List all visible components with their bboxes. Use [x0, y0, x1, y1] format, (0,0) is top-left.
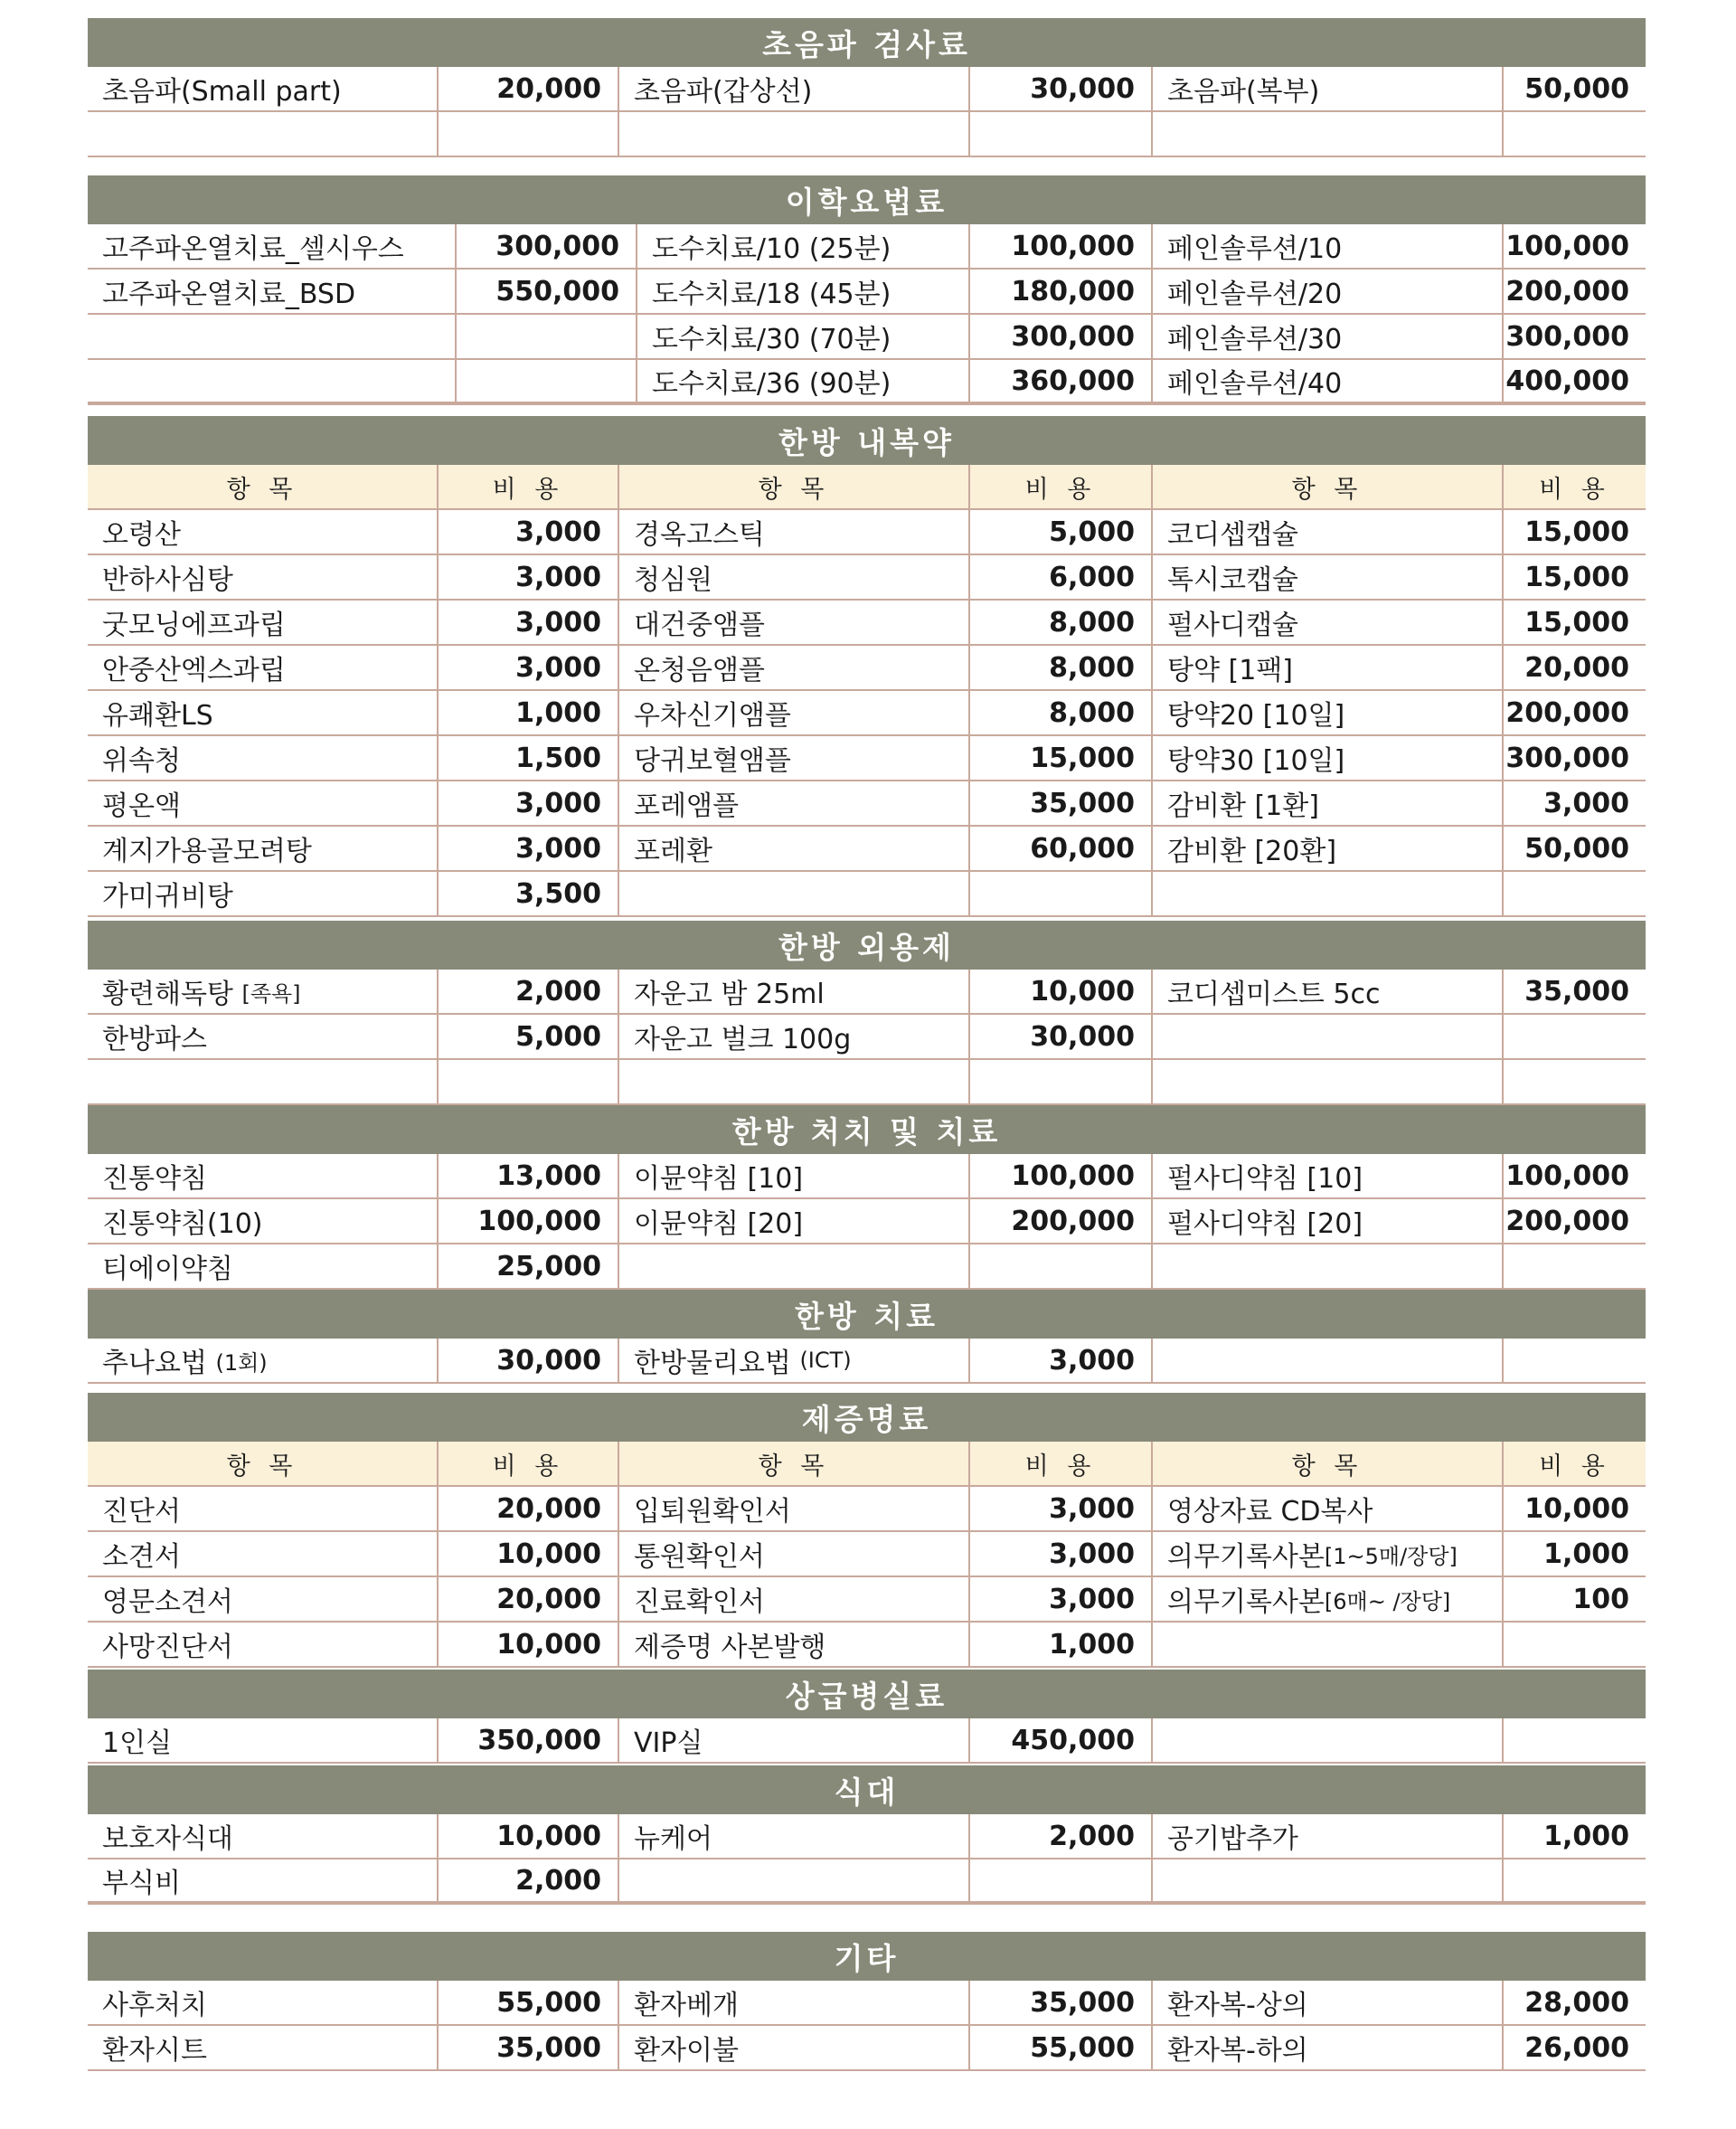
item-price: 15,000: [1502, 510, 1646, 554]
item-name: 오령산: [102, 519, 181, 551]
item-name: 티에이약침: [102, 1254, 233, 1285]
item-name: 환자시트: [102, 2035, 207, 2067]
item-name: 가미귀비탕: [102, 881, 233, 913]
item-price: 10,000: [437, 1532, 618, 1575]
item-name: 1인실: [102, 1727, 173, 1759]
item-price: 300,000: [1502, 315, 1646, 358]
item-price: 300,000: [1502, 736, 1646, 780]
item-name: [88, 360, 455, 402]
item-price: 10,000: [968, 970, 1151, 1013]
item-name: 포레앰플: [618, 781, 968, 825]
item-price: 100,000: [1502, 224, 1646, 268]
item-price: 3,000: [437, 781, 618, 825]
column-header: 비 용: [1502, 1442, 1646, 1485]
table-row: [88, 646, 1646, 691]
item-price: 28,000: [1502, 1981, 1646, 2024]
section-physiotherapy: [88, 175, 1646, 405]
section-ultrasound: [88, 18, 1646, 157]
item-price: 55,000: [437, 1981, 618, 2024]
item-price: 400,000: [1502, 360, 1646, 402]
column-header: 항 목: [226, 475, 298, 504]
section-herbal-treatment: [88, 1105, 1646, 1290]
table-row: [88, 1244, 1646, 1290]
item-name: 도수치료/30 (70분): [636, 315, 968, 358]
table-row: [88, 872, 1646, 917]
column-header: 비 용: [968, 465, 1151, 508]
item-price: 100,000: [437, 1199, 618, 1243]
item-name: 당귀보혈앰플: [618, 736, 968, 780]
item-price: 100,000: [1502, 1154, 1646, 1197]
item-name: 펄사디약침 [10]: [1151, 1154, 1502, 1197]
item-price: 20,000: [1502, 646, 1646, 689]
item-price: 3,000: [437, 555, 618, 599]
item-name: 탕약 [1팩]: [1151, 646, 1502, 689]
item-price: 35,000: [1502, 970, 1646, 1013]
item-name: 안중산엑스과립: [102, 655, 286, 686]
item-name: 사망진단서: [102, 1632, 233, 1663]
item-name: 계지가용골모려탕: [102, 836, 312, 867]
item-price: [1502, 1859, 1646, 1901]
table-row: [88, 270, 1646, 315]
item-price: 300,000: [968, 315, 1151, 358]
item-price: 20,000: [437, 67, 618, 110]
item-name: 감비환 [1환]: [1151, 781, 1502, 825]
item-price: 200,000: [1502, 691, 1646, 734]
item-price: 8,000: [968, 646, 1151, 689]
item-name: 펄사디캡슐: [1151, 601, 1502, 644]
section-meals: [88, 1765, 1646, 1905]
table-row: [88, 360, 1646, 405]
item-name: [618, 1244, 968, 1288]
item-price: 60,000: [968, 827, 1151, 870]
item-price: 100,000: [968, 224, 1151, 268]
item-note: (1회): [215, 1349, 268, 1376]
item-price: 50,000: [1502, 67, 1646, 110]
item-price: 1,000: [968, 1623, 1151, 1666]
item-price: 200,000: [1502, 270, 1646, 313]
table-row: [88, 1199, 1646, 1244]
table-row: [88, 510, 1646, 555]
item-price: [1502, 872, 1646, 915]
item-price: 15,000: [1502, 601, 1646, 644]
column-header: 항 목: [618, 465, 968, 508]
item-name: VIP실: [618, 1718, 968, 1762]
item-name: [1151, 1577, 1502, 1621]
item-price: 3,000: [968, 1577, 1151, 1621]
table-row: [88, 601, 1646, 646]
item-name: 이뮨약침 [10]: [618, 1154, 968, 1197]
table-header: [88, 1442, 1646, 1487]
column-header: 항 목: [1151, 465, 1502, 508]
item-name: 보호자식대: [102, 1823, 233, 1855]
column-header: 비 용: [1502, 465, 1646, 508]
item-name: 환자베개: [618, 1981, 968, 2024]
item-name: [618, 872, 968, 915]
item-label: 의무기록사본: [1167, 1541, 1325, 1573]
item-name: 이뮨약침 [20]: [618, 1199, 968, 1243]
item-name: 탕약20 [10일]: [1151, 691, 1502, 734]
item-price: 3,000: [437, 601, 618, 644]
item-name: 뉴케어: [618, 1814, 968, 1858]
item-name: 도수치료/10 (25분): [636, 224, 968, 268]
item-price: [968, 1859, 1151, 1901]
item-price: 200,000: [968, 1199, 1151, 1243]
item-price: 30,000: [437, 1339, 618, 1382]
item-name: 페인솔루션/30: [1151, 315, 1502, 358]
item-price: 180,000: [968, 270, 1151, 313]
section-herbal-internal: [88, 416, 1646, 917]
item-price: 30,000: [968, 67, 1151, 110]
item-price: 26,000: [1502, 2026, 1646, 2069]
item-price: 3,000: [437, 827, 618, 870]
item-name: 우차신기앰플: [618, 691, 968, 734]
item-price: 1,500: [437, 736, 618, 780]
item-name: [88, 1339, 437, 1382]
column-header: 항 목: [1151, 1442, 1502, 1485]
table-row: [88, 315, 1646, 360]
item-name: 포레환: [618, 827, 968, 870]
table-row: [88, 1814, 1646, 1859]
section-title: 제증명료: [88, 1393, 1646, 1442]
section-title: 한방 처치 및 치료: [88, 1105, 1646, 1154]
item-name: 진통약침: [102, 1163, 207, 1195]
item-name: 페인솔루션/40: [1151, 360, 1502, 402]
item-price: 10,000: [1502, 1487, 1646, 1530]
table-row: [88, 1718, 1646, 1764]
table-row: [88, 1859, 1646, 1905]
item-name: 코디셉미스트 5cc: [1151, 970, 1502, 1013]
item-price: 200,000: [1502, 1199, 1646, 1243]
item-name: 페인솔루션/20: [1151, 270, 1502, 313]
item-price: [968, 872, 1151, 915]
table-row: [88, 2026, 1646, 2071]
item-name: 환자복-상의: [1151, 1981, 1502, 2024]
section-etc: [88, 1932, 1646, 2071]
item-note: [6매~ /장당]: [1324, 1588, 1451, 1614]
item-price: 35,000: [437, 2026, 618, 2069]
item-price: 10,000: [437, 1814, 618, 1858]
column-header: 항 목: [226, 1452, 298, 1481]
item-name: 입퇴원확인서: [618, 1487, 968, 1530]
item-name: 유쾌환LS: [102, 700, 213, 732]
table-row: [88, 1487, 1646, 1532]
item-name: 초음파(갑상선): [618, 67, 968, 110]
table-row: [88, 1015, 1646, 1060]
item-price: 3,000: [968, 1532, 1151, 1575]
empty-row: [88, 1060, 1646, 1105]
item-name: 감비환 [20환]: [1151, 827, 1502, 870]
item-name: [1151, 1015, 1502, 1058]
item-price: 1,000: [1502, 1532, 1646, 1575]
item-name: [88, 970, 437, 1013]
item-name: 고주파온열치료_BSD: [102, 279, 356, 310]
item-price: 2,000: [437, 970, 618, 1013]
item-name: 환자복-하의: [1151, 2026, 1502, 2069]
item-name: 코디셉캡슐: [1151, 510, 1502, 554]
item-name: [1151, 1532, 1502, 1575]
item-price: 450,000: [968, 1718, 1151, 1762]
item-price: 13,000: [437, 1154, 618, 1197]
column-header: 항 목: [618, 1442, 968, 1485]
table-row: [88, 224, 1646, 270]
item-price: [1502, 1244, 1646, 1288]
section-title: 한방 내복약: [88, 416, 1646, 465]
item-name: 펄사디약침 [20]: [1151, 1199, 1502, 1243]
item-price: 1,000: [1502, 1814, 1646, 1858]
table-row: [88, 736, 1646, 781]
item-name: 굿모닝에프과립: [102, 610, 286, 641]
table-row: [88, 1339, 1646, 1384]
item-name: 경옥고스틱: [618, 510, 968, 554]
item-name: 진단서: [102, 1496, 181, 1528]
item-name: 반하사심탕: [102, 564, 233, 596]
item-name: 진료확인서: [618, 1577, 968, 1621]
item-price: 3,000: [437, 646, 618, 689]
table-row: [88, 1981, 1646, 2026]
item-name: [618, 1339, 968, 1382]
item-name: 도수치료/18 (45분): [636, 270, 968, 313]
item-price: [1502, 1718, 1646, 1762]
item-price: 100,000: [968, 1154, 1151, 1197]
item-label: 황련해독탕: [102, 979, 233, 1010]
item-name: [1151, 1718, 1502, 1762]
item-name: [1151, 1244, 1502, 1288]
item-price: [1502, 1339, 1646, 1382]
item-price: 2,000: [968, 1814, 1151, 1858]
section-title: 한방 외용제: [88, 921, 1646, 970]
item-price: 20,000: [437, 1487, 618, 1530]
item-name: 페인솔루션/10: [1151, 224, 1502, 268]
section-title: 이학요법료: [88, 175, 1646, 224]
item-name: 탕약30 [10일]: [1151, 736, 1502, 780]
item-name: [1151, 1339, 1502, 1382]
item-price: 10,000: [437, 1623, 618, 1666]
item-price: 35,000: [968, 781, 1151, 825]
section-title: 기타: [88, 1932, 1646, 1981]
item-price: [1502, 1623, 1646, 1666]
item-name: 부식비: [102, 1868, 181, 1899]
item-name: 초음파(Small part): [102, 76, 342, 108]
section-title: 한방 치료: [88, 1290, 1646, 1339]
item-name: 사후처치: [102, 1990, 207, 2021]
item-price: 3,000: [1502, 781, 1646, 825]
item-note: [족욕]: [241, 980, 301, 1007]
item-price: 35,000: [968, 1981, 1151, 2024]
section-room: [88, 1670, 1646, 1764]
table-row: [88, 1623, 1646, 1668]
item-price: [1502, 1015, 1646, 1058]
item-price: 15,000: [968, 736, 1151, 780]
section-title: 초음파 검사료: [88, 18, 1646, 67]
item-price: 350,000: [437, 1718, 618, 1762]
item-name: 도수치료/36 (90분): [636, 360, 968, 402]
section-title: 상급병실료: [88, 1670, 1646, 1718]
item-name: 영상자료 CD복사: [1151, 1487, 1502, 1530]
item-price: [455, 360, 636, 402]
item-name: 환자이불: [618, 2026, 968, 2069]
item-name: 자운고 벌크 100g: [618, 1015, 968, 1058]
item-label: 의무기록사본: [1167, 1586, 1325, 1618]
item-price: 100: [1502, 1577, 1646, 1621]
item-price: 3,000: [437, 510, 618, 554]
item-price: 3,000: [968, 1339, 1151, 1382]
item-price: 20,000: [437, 1577, 618, 1621]
item-price: 2,000: [437, 1859, 618, 1901]
table-row: [88, 1532, 1646, 1577]
item-name: 공기밥추가: [1151, 1814, 1502, 1858]
item-name: 소견서: [102, 1541, 181, 1573]
item-name: [1151, 872, 1502, 915]
item-price: 3,500: [437, 872, 618, 915]
table-header: [88, 465, 1646, 510]
item-price: 8,000: [968, 601, 1151, 644]
item-name: 통원확인서: [618, 1532, 968, 1575]
table-row: [88, 67, 1646, 112]
item-label: 추나요법: [102, 1348, 207, 1379]
item-price: 3,000: [968, 1487, 1151, 1530]
item-name: 고주파온열치료_셀시우스: [102, 233, 404, 265]
column-header: 비 용: [968, 1442, 1151, 1485]
item-price: 360,000: [968, 360, 1151, 402]
table-row: [88, 827, 1646, 872]
item-label: 한방물리요법: [634, 1348, 791, 1379]
item-note: [1~5매/장당]: [1324, 1543, 1458, 1569]
item-note: (ICT): [799, 1348, 852, 1373]
item-price: 1,000: [437, 691, 618, 734]
table-row: [88, 970, 1646, 1015]
item-price: 300,000: [455, 224, 636, 268]
item-price: [968, 1244, 1151, 1288]
table-row: [88, 691, 1646, 736]
item-price: 550,000: [455, 270, 636, 313]
item-name: 영문소견서: [102, 1586, 233, 1618]
item-name: 초음파(복부): [1151, 67, 1502, 110]
item-name: 제증명 사본발행: [618, 1623, 968, 1666]
item-name: 온청음앰플: [618, 646, 968, 689]
item-name: 대건중앰플: [618, 601, 968, 644]
table-row: [88, 555, 1646, 601]
table-row: [88, 1154, 1646, 1199]
item-name: 자운고 밤 25ml: [618, 970, 968, 1013]
section-herbal-external: [88, 921, 1646, 1105]
item-name: [618, 1859, 968, 1901]
column-header: 비 용: [437, 1442, 618, 1485]
item-price: 6,000: [968, 555, 1151, 599]
item-name: 위속청: [102, 745, 181, 777]
section-title: 식대: [88, 1765, 1646, 1814]
item-name: [88, 315, 455, 358]
item-name: 톡시코캡슐: [1151, 555, 1502, 599]
item-name: [1151, 1623, 1502, 1666]
item-price: 5,000: [968, 510, 1151, 554]
item-price: 15,000: [1502, 555, 1646, 599]
item-price: 25,000: [437, 1244, 618, 1288]
item-name: 한방파스: [102, 1024, 207, 1055]
item-name: [1151, 1859, 1502, 1901]
item-name: 청심원: [618, 555, 968, 599]
section-herbal-therapy: [88, 1290, 1646, 1384]
item-name: 진통약침(10): [102, 1208, 263, 1240]
empty-row: [88, 112, 1646, 157]
column-header: 비 용: [437, 465, 618, 508]
item-price: 30,000: [968, 1015, 1151, 1058]
item-price: 55,000: [968, 2026, 1151, 2069]
item-name: 평온액: [102, 790, 181, 822]
item-price: 8,000: [968, 691, 1151, 734]
item-price: 50,000: [1502, 827, 1646, 870]
item-price: [455, 315, 636, 358]
table-row: [88, 1577, 1646, 1623]
item-price: 5,000: [437, 1015, 618, 1058]
table-row: [88, 781, 1646, 827]
section-certificates: [88, 1393, 1646, 1668]
